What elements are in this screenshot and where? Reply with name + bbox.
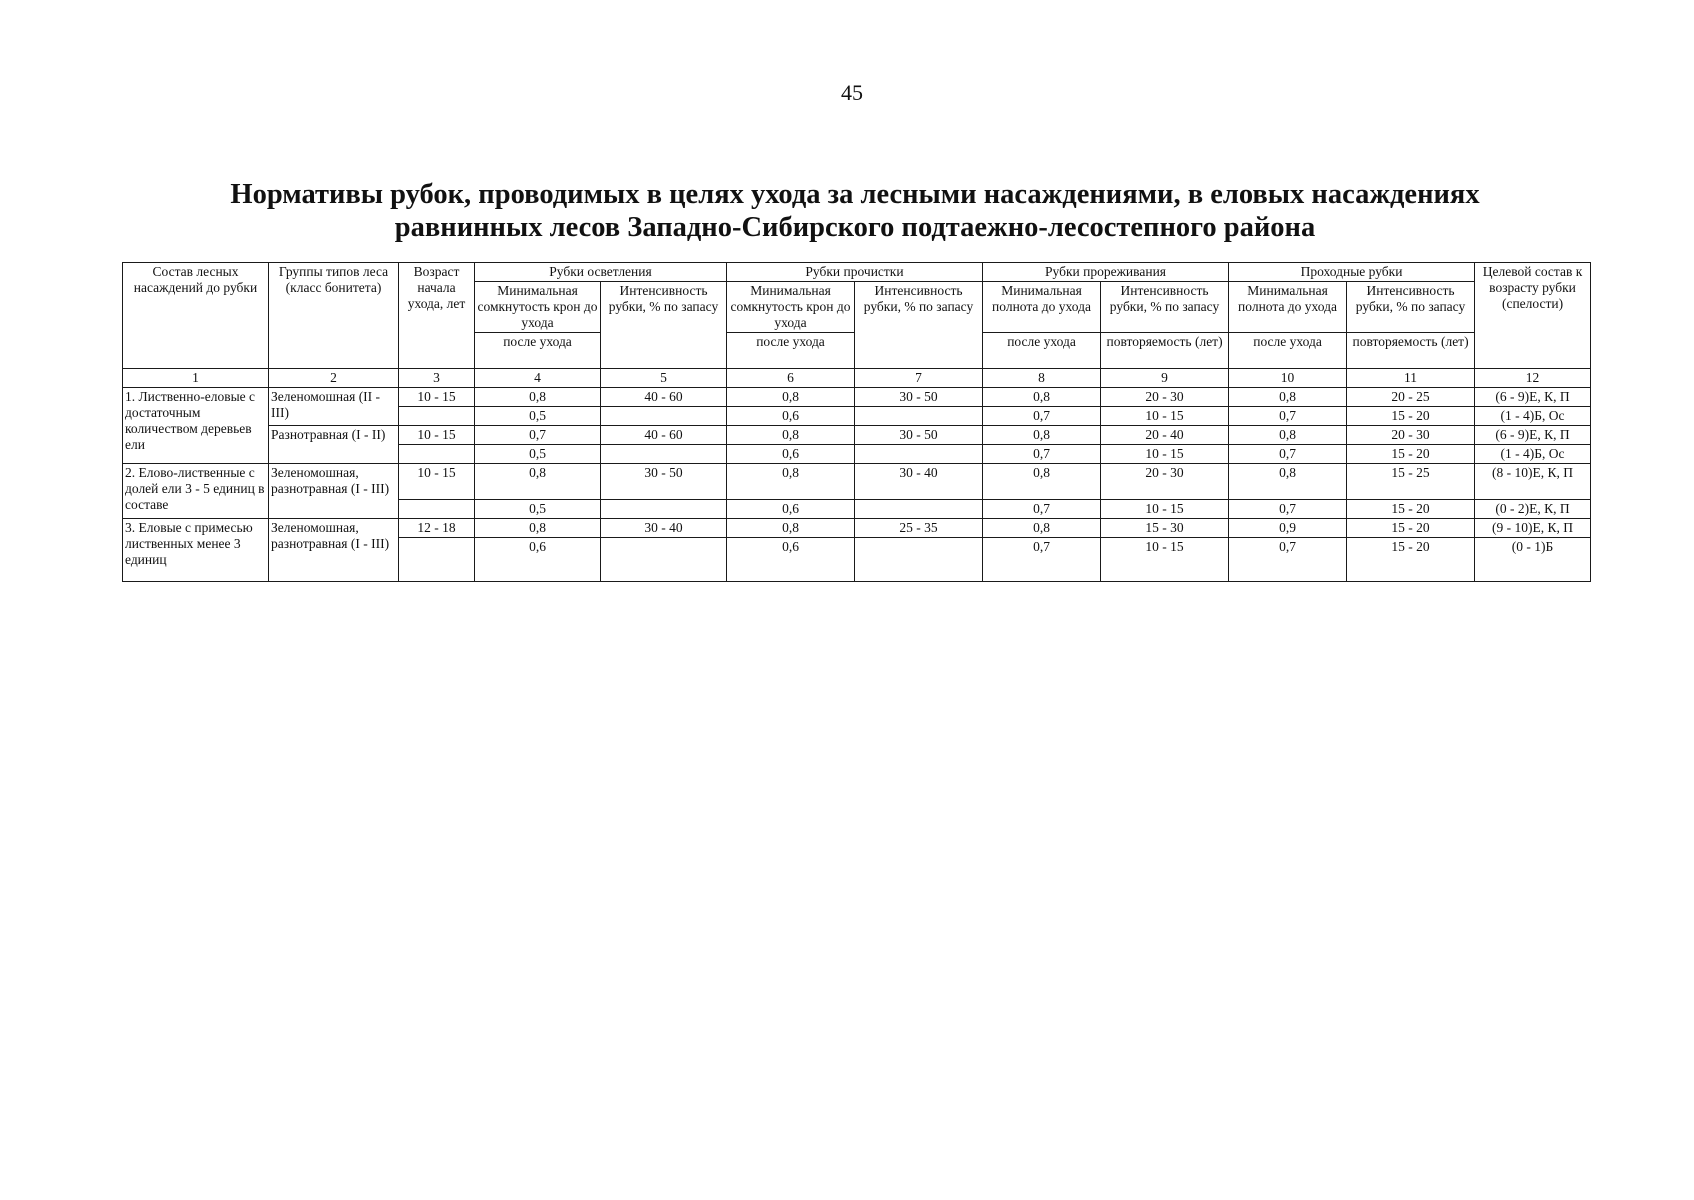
table-row: [123, 426, 1591, 445]
value-cell: [855, 500, 983, 519]
value-cell: 0,8: [475, 519, 601, 538]
header-repeat-4: повторяемость (лет): [1347, 333, 1475, 369]
header-intensity-4: Интенсивность рубки, % по запасу: [1347, 282, 1475, 333]
value-cell: 0,8: [727, 388, 855, 407]
value-cell: 0,8: [727, 519, 855, 538]
header-min-density-3: Минимальная полнота до ухода: [983, 282, 1101, 333]
value-cell: 30 - 40: [855, 464, 983, 500]
forest-type-cell: Зеленомошная (II - III): [269, 388, 399, 426]
value-cell: 15 - 20: [1347, 538, 1475, 582]
value-cell: 0,8: [983, 426, 1101, 445]
value-cell: 0,6: [727, 500, 855, 519]
target-composition-cell: (9 - 10)Е, К, П: [1475, 519, 1591, 538]
column-number: 4: [475, 369, 601, 388]
table-row: [123, 464, 1591, 500]
value-cell: [601, 500, 727, 519]
value-cell: 20 - 30: [1347, 426, 1475, 445]
value-cell: [601, 407, 727, 426]
header-group-clearing: Рубки осветления: [475, 263, 727, 282]
start-age-cell: 10 - 15: [399, 464, 475, 500]
header-group-thinning: Рубки прореживания: [983, 263, 1229, 282]
header-after-2: после ухода: [727, 333, 855, 369]
value-cell: 15 - 20: [1347, 519, 1475, 538]
table-row: [123, 388, 1591, 407]
value-cell: 0,8: [727, 464, 855, 500]
value-cell: 10 - 15: [1101, 500, 1229, 519]
value-cell: 10 - 15: [1101, 407, 1229, 426]
column-number: 7: [855, 369, 983, 388]
value-cell: 0,8: [475, 388, 601, 407]
value-cell: 0,8: [727, 426, 855, 445]
start-age-cell: [399, 538, 475, 582]
value-cell: 0,9: [1229, 519, 1347, 538]
column-number: 3: [399, 369, 475, 388]
document-title: [120, 178, 1590, 244]
value-cell: 0,6: [727, 445, 855, 464]
header-intensity-3: Интенсивность рубки, % по запасу: [1101, 282, 1229, 333]
column-number: 2: [269, 369, 399, 388]
target-composition-cell: (6 - 9)Е, К, П: [1475, 388, 1591, 407]
header-group-passage: Проходные рубки: [1229, 263, 1475, 282]
norms-table: [122, 262, 1591, 582]
value-cell: 10 - 15: [1101, 538, 1229, 582]
column-number: 10: [1229, 369, 1347, 388]
value-cell: 15 - 25: [1347, 464, 1475, 500]
value-cell: 0,7: [983, 500, 1101, 519]
column-numbers-row: [123, 369, 1591, 388]
value-cell: 30 - 50: [855, 426, 983, 445]
header-min-crown-1: Минимальная сомкнутость крон до ухода: [475, 282, 601, 333]
start-age-cell: 10 - 15: [399, 388, 475, 407]
start-age-cell: 12 - 18: [399, 519, 475, 538]
value-cell: 30 - 50: [601, 464, 727, 500]
column-number: 12: [1475, 369, 1591, 388]
header-start-age: Возраст начала ухода, лет: [399, 263, 475, 369]
start-age-cell: [399, 445, 475, 464]
value-cell: 0,7: [983, 445, 1101, 464]
header-forest-type: Группы типов леса (класс бонитета): [269, 263, 399, 369]
value-cell: 0,8: [1229, 426, 1347, 445]
header-group-cleaning: Рубки прочистки: [727, 263, 983, 282]
column-number: 9: [1101, 369, 1229, 388]
value-cell: 0,7: [1229, 538, 1347, 582]
value-cell: 20 - 30: [1101, 388, 1229, 407]
column-number: 1: [123, 369, 269, 388]
value-cell: [855, 538, 983, 582]
target-composition-cell: (1 - 4)Б, Ос: [1475, 445, 1591, 464]
value-cell: 30 - 40: [601, 519, 727, 538]
value-cell: 0,8: [1229, 464, 1347, 500]
value-cell: 0,7: [1229, 500, 1347, 519]
value-cell: 15 - 30: [1101, 519, 1229, 538]
value-cell: 0,7: [983, 407, 1101, 426]
value-cell: 0,7: [1229, 445, 1347, 464]
column-number: 11: [1347, 369, 1475, 388]
header-target-composition: Целевой состав к возрасту рубки (спелости): [1475, 263, 1591, 369]
page-number: 45: [841, 80, 863, 105]
value-cell: 0,8: [983, 519, 1101, 538]
column-number: 5: [601, 369, 727, 388]
composition-cell: 2. Елово-лиственные с долей ели 3 - 5 единиц в составе: [123, 464, 269, 519]
value-cell: 25 - 35: [855, 519, 983, 538]
forest-type-cell: Зеленомошная, разнотравная (I - III): [269, 519, 399, 582]
value-cell: 20 - 25: [1347, 388, 1475, 407]
column-number: 8: [983, 369, 1101, 388]
header-after-3: после ухода: [983, 333, 1101, 369]
header-intensity-1: Интенсивность рубки, % по запасу: [601, 282, 727, 369]
value-cell: 15 - 20: [1347, 500, 1475, 519]
forest-type-cell: Зеленомошная, разнотравная (I - III): [269, 464, 399, 519]
value-cell: 15 - 20: [1347, 445, 1475, 464]
start-age-cell: 10 - 15: [399, 426, 475, 445]
value-cell: 0,7: [475, 426, 601, 445]
value-cell: 0,5: [475, 500, 601, 519]
value-cell: 0,6: [727, 407, 855, 426]
value-cell: 0,6: [727, 538, 855, 582]
value-cell: 0,5: [475, 407, 601, 426]
value-cell: 0,7: [1229, 407, 1347, 426]
header-after-1: после ухода: [475, 333, 601, 369]
header-after-4: после ухода: [1229, 333, 1347, 369]
target-composition-cell: (0 - 1)Б: [1475, 538, 1591, 582]
composition-cell: 1. Лиственно-еловые с достаточным количеством деревьев ели: [123, 388, 269, 464]
start-age-cell: [399, 407, 475, 426]
value-cell: 0,7: [983, 538, 1101, 582]
value-cell: 40 - 60: [601, 426, 727, 445]
value-cell: 15 - 20: [1347, 407, 1475, 426]
title-line-2: равнинных лесов Западно-Сибирского подтаежно-лесостепного района: [394, 212, 1316, 243]
table-row: [123, 519, 1591, 538]
value-cell: 0,8: [475, 464, 601, 500]
value-cell: 0,5: [475, 445, 601, 464]
value-cell: [855, 445, 983, 464]
target-composition-cell: (0 - 2)Е, К, П: [1475, 500, 1591, 519]
value-cell: 20 - 40: [1101, 426, 1229, 445]
value-cell: 0,8: [983, 388, 1101, 407]
value-cell: [601, 445, 727, 464]
target-composition-cell: (1 - 4)Б, Ос: [1475, 407, 1591, 426]
title-line-1: Нормативы рубок, проводимых в целях ухода за лесными насаждениями, в еловых насаждениях: [230, 179, 1480, 210]
header-repeat-3: повторяемость (лет): [1101, 333, 1229, 369]
value-cell: 40 - 60: [601, 388, 727, 407]
header-min-crown-2: Минимальная сомкнутость крон до ухода: [727, 282, 855, 333]
target-composition-cell: (8 - 10)Е, К, П: [1475, 464, 1591, 500]
header-composition: Состав лесных насаждений до рубки: [123, 263, 269, 369]
value-cell: 30 - 50: [855, 388, 983, 407]
composition-cell: 3. Еловые с примесью лиственных менее 3 единиц: [123, 519, 269, 582]
target-composition-cell: (6 - 9)Е, К, П: [1475, 426, 1591, 445]
column-number: 6: [727, 369, 855, 388]
value-cell: 0,8: [1229, 388, 1347, 407]
value-cell: 10 - 15: [1101, 445, 1229, 464]
forest-type-cell: Разнотравная (I - II): [269, 426, 399, 464]
value-cell: 0,8: [983, 464, 1101, 500]
value-cell: 0,6: [475, 538, 601, 582]
header-min-density-4: Минимальная полнота до ухода: [1229, 282, 1347, 333]
value-cell: [855, 407, 983, 426]
value-cell: 20 - 30: [1101, 464, 1229, 500]
start-age-cell: [399, 500, 475, 519]
header-row-groups: [123, 263, 1591, 282]
value-cell: [601, 538, 727, 582]
header-intensity-2: Интенсивность рубки, % по запасу: [855, 282, 983, 369]
